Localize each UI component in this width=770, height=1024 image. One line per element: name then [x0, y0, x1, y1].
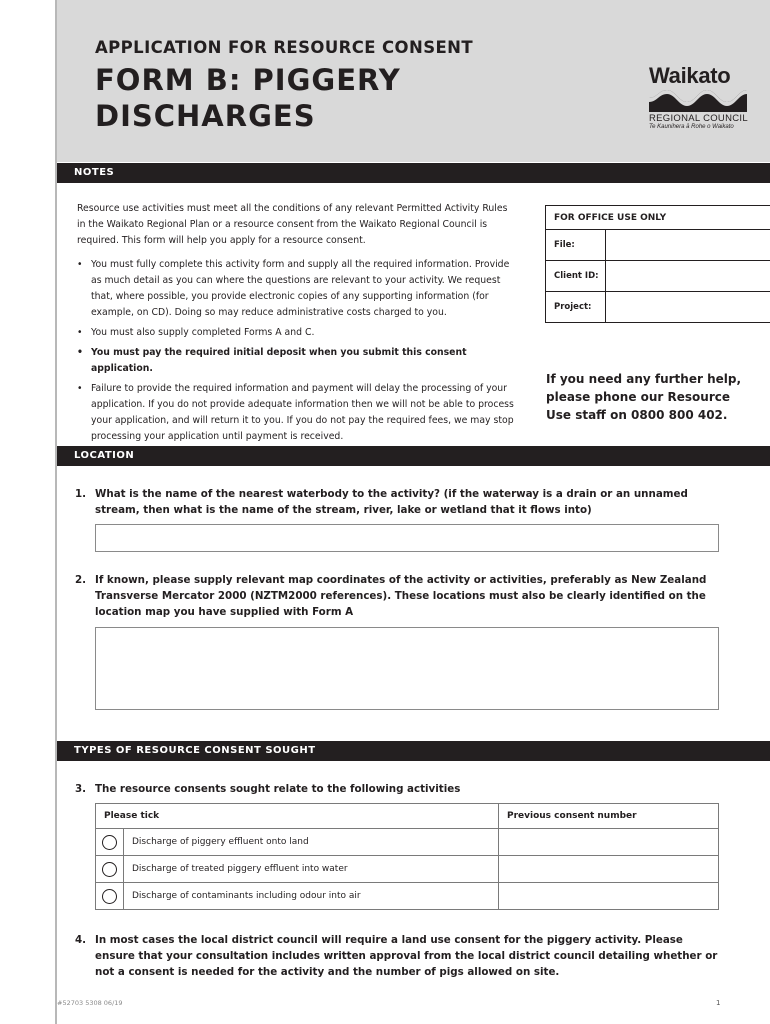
previous-consent-field[interactable] [499, 883, 719, 910]
form-code: #52703 5308 06/19 [57, 999, 123, 1007]
radio-cell [96, 829, 124, 856]
notes-heading: NOTES [57, 163, 770, 183]
question-number: 1. [75, 488, 87, 500]
page-number: 1 [716, 999, 721, 1007]
activity-label: Discharge of contaminants including odour into air [124, 883, 499, 910]
office-project-field[interactable] [606, 292, 770, 323]
table-row [96, 829, 719, 856]
notes-bullet: • Failure to provide the required information and payment will delay the processing of your application. If you do not provide adequate information then we will not be able to process your application, and will return it to you. If you do not pay the required fees, we may stop processing your application until payment is received. [77, 381, 517, 445]
help-text: If you need any further help, please phone our Resource Use staff on 0800 800 402. [546, 372, 742, 422]
office-file-field[interactable] [606, 230, 770, 261]
column-header-previous-consent: Previous consent number [499, 804, 719, 829]
notes-bullet-list [77, 257, 517, 449]
previous-consent-field[interactable] [499, 856, 719, 883]
activity-radio[interactable] [102, 889, 117, 904]
activity-label: Discharge of piggery effluent onto land [124, 829, 499, 856]
table-row [96, 883, 719, 910]
office-client-id-label: Client ID: [546, 261, 606, 292]
office-use-heading: FOR OFFICE USE ONLY [546, 206, 770, 230]
form-title-line-1: FORM B: PIGGERY [95, 63, 401, 97]
notes-bullet: • You must also supply completed Forms A and C. [77, 325, 517, 341]
notes-bullet: • You must pay the required initial deposit when you submit this consent application. [77, 345, 517, 377]
activity-radio[interactable] [102, 862, 117, 877]
office-file-label: File: [546, 230, 606, 261]
notes-intro: Resource use activities must meet all the conditions of any relevant Permitted Activity Rules in the Waikato Regional Plan or a resource consent from the Waikato Regional Council is required. This form will help you apply for a resource consent. [77, 203, 508, 246]
logo-name: Waikato [649, 63, 731, 88]
question-3 [75, 781, 725, 797]
question-2 [75, 572, 725, 620]
map-coordinates-input[interactable] [95, 627, 719, 710]
waikato-wave-icon [649, 90, 747, 112]
logo-maori-text: Te Kaunihera ā Rohe o Waikato [649, 124, 734, 130]
table-row [96, 856, 719, 883]
waterbody-input[interactable] [95, 524, 719, 552]
office-use-table [545, 205, 770, 323]
question-text: What is the name of the nearest waterbody to the activity? (if the waterway is a drain or an unnamed stream, then what is the name of the stream, river, lake or wetland that it flows into) [95, 488, 688, 516]
location-heading: LOCATION [57, 446, 770, 466]
radio-cell [96, 856, 124, 883]
notes-bullet: • You must fully complete this activity form and supply all the required information. Provide as much detail as you can where the questions are relevant to your activity. We request that, where possible, you provide electronic copies of any supporting information (for example, on CD). Doing so may reduce administrative costs charged to you. [77, 257, 517, 321]
activity-label: Discharge of treated piggery effluent into water [124, 856, 499, 883]
activity-radio[interactable] [102, 835, 117, 850]
consent-types-table [95, 803, 719, 910]
form-title-line-2: DISCHARGES [95, 99, 316, 133]
question-number: 2. [75, 574, 87, 586]
column-header-tick: Please tick [96, 804, 499, 829]
question-1 [75, 486, 725, 518]
office-project-label: Project: [546, 292, 606, 323]
question-4 [75, 932, 725, 980]
question-number: 4. [75, 934, 87, 946]
radio-cell [96, 883, 124, 910]
types-heading: TYPES OF RESOURCE CONSENT SOUGHT [57, 741, 770, 761]
form-subtitle: APPLICATION FOR RESOURCE CONSENT [95, 38, 474, 57]
form-title [95, 62, 401, 134]
question-text: In most cases the local district council will require a land use consent for the piggery activity. Please ensure that your consultation includes written approval from the local district council detailing whether or not a consent is needed for the activity and the number of pigs allowed on site. [95, 934, 718, 978]
office-client-id-field[interactable] [606, 261, 770, 292]
form-header [57, 0, 770, 162]
waikato-logo [649, 64, 749, 131]
question-text: If known, please supply relevant map coordinates of the activity or activities, preferably as New Zealand Transverse Mercator 2000 (NZTM2000 references). These locations must also be clearly identified on the location map you have supplied with Form A [95, 574, 707, 618]
question-text: The resource consents sought relate to the following activities [95, 783, 461, 795]
previous-consent-field[interactable] [499, 829, 719, 856]
logo-council-text: REGIONAL COUNCIL [649, 113, 748, 124]
question-number: 3. [75, 783, 87, 795]
